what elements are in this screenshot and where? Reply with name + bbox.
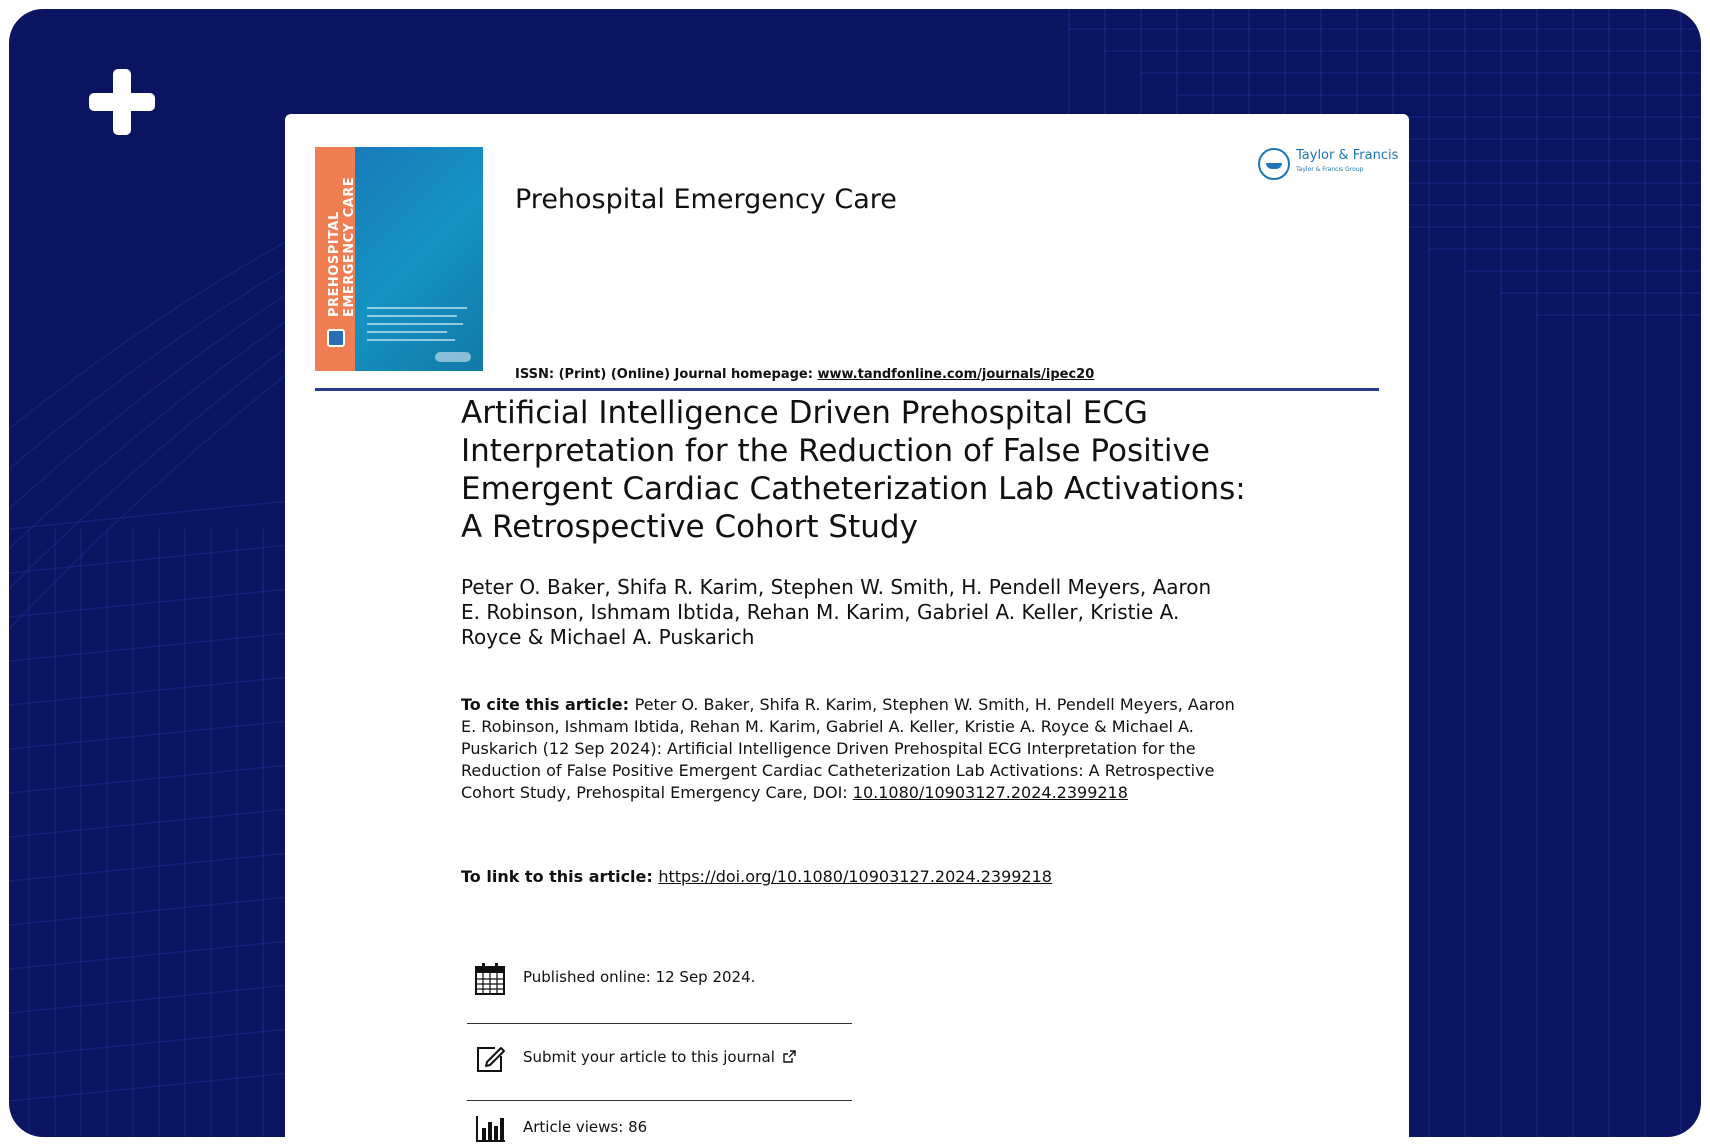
cite-label: To cite this article: [461, 695, 635, 714]
cover-seal-icon [327, 329, 345, 347]
cite-line: E. Robinson, Ishmam Ibtida, Rehan M. Karim, Gabriel A. Keller, Kristie A. Royce & Michael A. [461, 717, 1194, 736]
article-title-line: Emergent Cardiac Catheterization Lab Activations: [461, 471, 1246, 507]
publisher-subname: Taylor & Francis Group [1296, 166, 1364, 173]
article-link-line [461, 867, 1052, 886]
journal-name: Prehospital Emergency Care [515, 184, 897, 215]
header-divider [315, 388, 1379, 391]
article-title-line: Artificial Intelligence Driven Prehospital ECG [461, 395, 1148, 431]
bar-chart-icon [473, 1112, 507, 1144]
calendar-icon [473, 962, 507, 996]
article-url-link[interactable]: https://doi.org/10.1080/10903127.2024.2399218 [658, 867, 1052, 886]
author-line: E. Robinson, Ishmam Ibtida, Rehan M. Karim, Gabriel A. Keller, Kristie A. [461, 600, 1180, 624]
cover-text-line [367, 323, 463, 325]
published-date: Published online: 12 Sep 2024. [523, 968, 756, 986]
cover-title [327, 147, 357, 317]
cite-line: Peter O. Baker, Shifa R. Karim, Stephen W. Smith, H. Pendell Meyers, Aaron [634, 695, 1235, 714]
meta-divider [467, 1100, 852, 1101]
plus-icon [87, 67, 157, 137]
journal-homepage-link[interactable]: www.tandfonline.com/journals/ipec20 [817, 367, 1095, 382]
meta-divider [467, 1023, 852, 1024]
journal-cover-image [315, 147, 483, 371]
cover-text-line [367, 339, 455, 341]
cite-line: Puskarich (12 Sep 2024): Artificial Intelligence Driven Prehospital ECG Interpretation for the [461, 739, 1196, 758]
link-label: To link to this article: [461, 867, 659, 886]
citation-block [461, 694, 1251, 804]
publisher-logo-icon [1258, 148, 1290, 180]
issn-line [515, 367, 1094, 382]
issn-text: ISSN: (Print) (Online) Journal homepage: [515, 367, 818, 382]
edit-icon [473, 1042, 507, 1076]
cover-text-line [367, 315, 457, 317]
cover-title-line-2: EMERGENCY CARE [342, 176, 357, 317]
cite-line: Reduction of False Positive Emergent Cardiac Catheterization Lab Activations: A Retrospective [461, 761, 1215, 780]
submit-article-label: Submit your article to this journal [523, 1048, 775, 1066]
publisher-name: Taylor & Francis [1296, 148, 1399, 163]
views-row [467, 1104, 852, 1144]
submit-article-link[interactable] [467, 1034, 852, 1084]
submit-article-text [523, 1048, 796, 1066]
article-title-line: A Retrospective Cohort Study [461, 509, 918, 545]
doi-link[interactable]: 10.1080/10903127.2024.2399218 [852, 783, 1128, 802]
author-line: Peter O. Baker, Shifa R. Karim, Stephen W. Smith, H. Pendell Meyers, Aaron [461, 575, 1212, 599]
cover-text-line [367, 307, 467, 309]
article-title-line: Interpretation for the Reduction of False Positive [461, 433, 1210, 469]
article-title [461, 394, 1261, 546]
cover-text-line [367, 331, 447, 333]
grid-line [9, 499, 309, 529]
cover-publisher-mark [435, 352, 471, 362]
publisher-logo [1258, 146, 1398, 182]
article-views: Article views: 86 [523, 1118, 648, 1136]
published-row [467, 954, 852, 1004]
author-list [461, 575, 1281, 650]
cite-line: Cohort Study, Prehospital Emergency Care, DOI: [461, 783, 853, 802]
author-line: Royce & Michael A. Puskarich [461, 625, 755, 649]
external-link-icon [783, 1050, 796, 1063]
cover-title-line-1: PREHOSPITAL [327, 211, 342, 317]
pdf-document-page [285, 114, 1409, 1144]
